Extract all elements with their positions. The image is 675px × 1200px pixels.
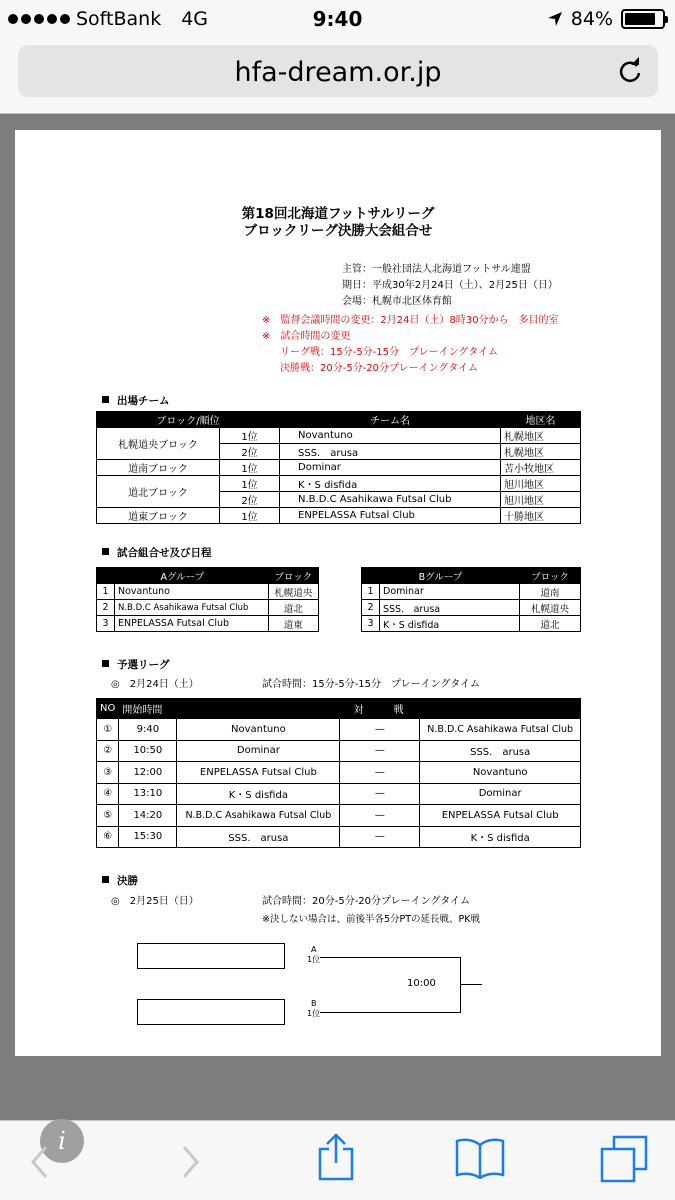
table-cell: —	[340, 805, 420, 827]
table-row	[362, 616, 581, 632]
table-cell: —	[340, 783, 420, 805]
section-prelim-heading: 予選リーグ	[102, 657, 170, 672]
table-cell: ①	[97, 719, 119, 741]
table-cell: 1位	[220, 460, 280, 476]
table-row	[362, 568, 581, 584]
group-b-table	[361, 567, 581, 632]
table-cell: —	[340, 740, 420, 762]
final-time: 試合時間：20分-5分-20分プレーイングタイム	[262, 896, 471, 907]
document-page	[15, 130, 661, 1056]
table-cell: Novantuno	[177, 719, 340, 741]
table-cell: SSS. arusa	[420, 740, 581, 762]
share-icon[interactable]	[318, 1133, 354, 1181]
table-cell: 9:40	[119, 719, 177, 741]
prelim-date: ◎ 2月24日（土）	[111, 679, 199, 690]
table-header-cell: ブロック	[520, 568, 581, 584]
info-icon[interactable]: i	[40, 1119, 84, 1163]
back-icon[interactable]	[30, 1145, 50, 1179]
change-notice	[262, 313, 559, 377]
location-arrow-icon	[547, 11, 563, 27]
table-cell: 旭川地区	[501, 476, 581, 492]
table-row	[97, 460, 581, 476]
table-cell: —	[340, 826, 420, 848]
table-row	[97, 616, 319, 632]
section-groups-heading: 試合組合せ及び日程	[102, 545, 212, 560]
meta-organizer: 主管：一般社団法人北海道フットサル連盟	[342, 264, 531, 275]
table-cell: N.B.D.C Asahikawa Futsal Club	[420, 719, 581, 741]
final-slot-a	[137, 943, 285, 969]
clock: 9:40	[312, 7, 363, 31]
table-cell: 札幌地区	[501, 444, 581, 460]
table-cell: 15:30	[119, 826, 177, 848]
table-cell: N.B.D.C Asahikawa Futsal Club	[115, 600, 269, 616]
table-cell: ⑤	[97, 805, 119, 827]
meta-venue: 会場：札幌市北区体育館	[342, 296, 452, 307]
teams-header-block: ブロック/順位	[97, 412, 280, 428]
table-row	[97, 699, 581, 719]
teams-header-team: チーム名	[280, 412, 501, 428]
table-cell: K・S disfida	[280, 476, 501, 492]
final-slot-b-label: B 1位	[307, 999, 321, 1018]
table-row	[97, 600, 319, 616]
url-text[interactable]: hfa-dream.or.jp	[234, 57, 442, 88]
table-cell: 14:20	[119, 805, 177, 827]
table-cell: 札幌道央	[268, 584, 318, 600]
address-bar-area	[0, 40, 675, 114]
table-cell: Dominar	[280, 460, 501, 476]
table-header-cell: 開始時間	[119, 699, 177, 719]
table-cell: ③	[97, 762, 119, 784]
table-cell: —	[340, 719, 420, 741]
final-note: ※決しない場合は、前後半各5分PTの延長戦、PK戦	[262, 914, 480, 925]
table-row	[97, 584, 319, 600]
table-cell: N.B.D.C Asahikawa Futsal Club	[177, 805, 340, 827]
final-kickoff-time: 10:00	[407, 978, 436, 989]
table-cell: Novantuno	[115, 584, 269, 600]
table-row	[97, 568, 319, 584]
table-row	[97, 783, 581, 805]
table-row	[97, 805, 581, 827]
teams-table	[96, 411, 581, 524]
table-cell: ENPELASSA Futsal Club	[280, 508, 501, 524]
table-cell: N.B.D.C Asahikawa Futsal Club	[280, 492, 501, 508]
table-cell: 1位	[220, 428, 280, 444]
table-cell: 1	[97, 584, 115, 600]
status-bar	[0, 0, 675, 40]
table-cell: 2位	[220, 444, 280, 460]
table-cell: K・S disfida	[380, 616, 520, 632]
battery-percent: 84%	[570, 8, 613, 30]
table-cell: 10:50	[119, 740, 177, 762]
table-cell: ④	[97, 783, 119, 805]
address-bar[interactable]	[18, 45, 658, 97]
table-row	[97, 508, 581, 524]
final-date: ◎ 2月25日（日）	[111, 896, 199, 907]
table-cell: 道東	[268, 616, 318, 632]
table-header-cell: Aグループ	[97, 568, 269, 584]
bookmarks-icon[interactable]	[455, 1137, 505, 1179]
bracket-line	[460, 984, 482, 985]
bracket-line	[320, 1012, 460, 1013]
table-cell: ENPELASSA Futsal Club	[177, 762, 340, 784]
table-row	[97, 412, 581, 428]
table-cell: SSS. arusa	[177, 826, 340, 848]
table-cell: 1	[362, 584, 380, 600]
table-header-cell: 対 戦	[177, 699, 581, 719]
schedule-table	[96, 698, 581, 848]
table-cell: 道東ブロック	[97, 508, 220, 524]
table-cell: Dominar	[380, 584, 520, 600]
table-cell: 道南ブロック	[97, 460, 220, 476]
title-line-2: ブロックリーグ決勝大会組合せ	[243, 223, 433, 239]
table-cell: 道北	[520, 616, 581, 632]
table-cell: Dominar	[177, 740, 340, 762]
teams-header-area: 地区名	[501, 412, 581, 428]
event-meta	[342, 262, 558, 310]
table-cell: 2	[97, 600, 115, 616]
bracket-line	[460, 957, 461, 1013]
table-cell: —	[340, 762, 420, 784]
table-cell: 13:10	[119, 783, 177, 805]
pdf-viewer[interactable]	[0, 115, 675, 1120]
battery-info	[547, 8, 665, 30]
table-row	[97, 476, 581, 492]
table-cell: 札幌地区	[501, 428, 581, 444]
browser-toolbar	[0, 1120, 675, 1200]
table-cell: 道北	[268, 600, 318, 616]
table-cell: 2	[362, 600, 380, 616]
table-cell: 旭川地区	[501, 492, 581, 508]
table-row	[362, 600, 581, 616]
table-row	[97, 826, 581, 848]
table-cell: ②	[97, 740, 119, 762]
table-cell: Dominar	[420, 783, 581, 805]
table-cell: SSS. arusa	[280, 444, 501, 460]
table-cell: Novantuno	[280, 428, 501, 444]
carrier-name: SoftBank	[76, 8, 162, 30]
table-cell: SSS. arusa	[380, 600, 520, 616]
meta-dates: 期日：平成30年2月24日（土）、2月25日（日）	[342, 280, 558, 291]
notice-final: 決勝戦：20分-5分-20分プレーイングタイム	[280, 363, 479, 374]
table-cell: 道北ブロック	[97, 476, 220, 508]
section-teams-heading: 出場チーム	[102, 393, 170, 408]
final-slot-a-label: A 1位	[307, 945, 321, 964]
notice-time-change: ※ 試合時間の変更	[262, 331, 351, 342]
table-row	[97, 428, 581, 444]
table-cell: 十勝地区	[501, 508, 581, 524]
group-a-table	[96, 567, 319, 632]
notice-meeting: ※ 監督会議時間の変更：2月24日（土）8時30分から 多目的室	[262, 315, 559, 326]
table-header-cell: Bグループ	[362, 568, 520, 584]
table-cell: ENPELASSA Futsal Club	[420, 805, 581, 827]
table-cell: 1位	[220, 476, 280, 492]
table-cell: Novantuno	[420, 762, 581, 784]
table-cell: K・S disfida	[177, 783, 340, 805]
table-cell: 3	[97, 616, 115, 632]
battery-icon	[621, 9, 665, 29]
table-cell: 札幌道央ブロック	[97, 428, 220, 460]
prelim-time: 試合時間：15分-5分-15分 プレーイングタイム	[262, 679, 481, 690]
table-row	[362, 584, 581, 600]
table-header-cell: NO	[97, 699, 119, 719]
forward-icon[interactable]	[180, 1145, 200, 1179]
notice-league: リーグ戦：15分-5分-15分 プレーイングタイム	[280, 347, 499, 358]
reload-icon[interactable]	[616, 57, 644, 85]
tabs-icon[interactable]	[600, 1135, 648, 1183]
table-row	[97, 719, 581, 741]
table-cell: 苫小牧地区	[501, 460, 581, 476]
table-cell: 2位	[220, 492, 280, 508]
title-line-1: 第18回北海道フットサルリーグ	[241, 206, 435, 222]
table-cell: 1位	[220, 508, 280, 524]
table-cell: ENPELASSA Futsal Club	[115, 616, 269, 632]
table-row	[97, 762, 581, 784]
final-slot-b	[137, 999, 285, 1025]
network-type: 4G	[181, 8, 209, 30]
table-cell: 3	[362, 616, 380, 632]
section-final-heading: 決勝	[102, 873, 138, 888]
bracket-line	[320, 957, 460, 958]
table-row	[97, 740, 581, 762]
table-cell: K・S disfida	[420, 826, 581, 848]
table-cell: 札幌道央	[520, 600, 581, 616]
table-cell: ⑥	[97, 826, 119, 848]
document-title	[15, 206, 661, 240]
table-cell: 12:00	[119, 762, 177, 784]
table-cell: 道南	[520, 584, 581, 600]
table-header-cell: ブロック	[268, 568, 318, 584]
